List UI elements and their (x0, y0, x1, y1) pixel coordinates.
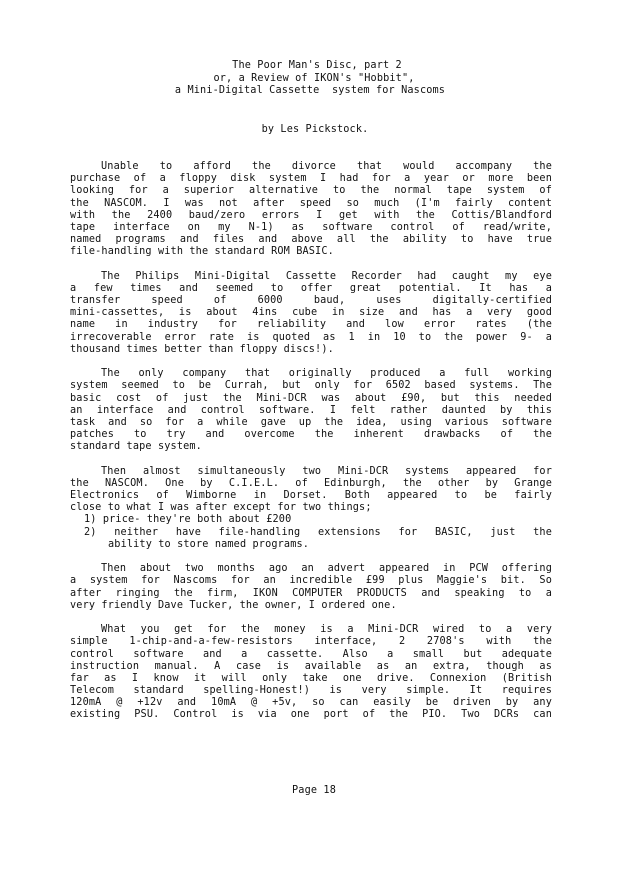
text-line: Electronics of Wimborne in Dorset. Both appeared to be fairly (70, 490, 552, 502)
paragraph-6 (70, 624, 552, 722)
text-line: The only company that originally produced a full working (101, 368, 552, 380)
title-line-3: a Mini-Digital Cassette system for Nascoms (174, 85, 446, 96)
page-number: Page 18 (292, 785, 336, 796)
text-line: simple 1-chip-and-a-few-resistors interface, 2 2708's with the (70, 636, 552, 648)
text-line: the NASCOM. I was not after speed so much (I'm fairly content (70, 197, 552, 209)
text-line: with the 2400 baud/zero errors I get with the Cottis/Blandford (70, 209, 552, 221)
list-item: 2) neither have file-handling extensions for BASIC, just the (84, 526, 552, 538)
article-body (70, 161, 552, 734)
text-line: after ringing the firm, IKON COMPUTER PRODUCTS and speaking to a (70, 587, 552, 599)
title-line-1: The Poor Man's Disc, part 2 (232, 60, 402, 71)
text-line: What you get for the money is a Mini-DCR wired to a very (101, 624, 552, 636)
text-line: instruction manual. A case is available as an extra, though as (70, 660, 552, 672)
text-line: irrecoverable error rate is quoted as 1 in 10 to the power 9- a (70, 331, 552, 343)
text-line: Then about two months ago an advert appeared in PCW offering (101, 563, 552, 575)
text-line: a system for Nascoms for an incredible £99 plus Maggie's bit. So (70, 575, 552, 587)
paragraph-1 (70, 161, 552, 259)
text-line: standard tape system. (70, 441, 202, 453)
text-line: very friendly Dave Tucker, the owner, I ordered one. (70, 599, 397, 611)
article-title (0, 60, 620, 98)
paragraph-3 (70, 368, 552, 453)
paragraph-4 (70, 466, 552, 551)
list-item: 1) price- they're both about £200 (84, 514, 292, 526)
text-line: system seemed to be Currah, but only for 6502 based systems. The (70, 380, 552, 392)
text-line: transfer speed of 6000 baud, uses digitally-certified (70, 295, 552, 307)
text-line: basic cost of just the Mini-DCR was about £90, but this needed (70, 392, 552, 404)
text-line: 120mA @ +12v and 10mA @ +5v, so can easily be driven by any (70, 697, 552, 709)
text-line: a few times and seemed to offer great potential. It has a (70, 282, 552, 294)
paragraph-5 (70, 563, 552, 612)
text-line: close to what I was after except for two things; (70, 502, 372, 514)
text-line: tape interface on my N-1) as software control of read/write, (70, 221, 552, 233)
text-line: named programs and files and above all the ability to have true (70, 234, 552, 246)
list-item-continuation: ability to store named programs. (108, 538, 310, 550)
text-line: mini-cassettes, is about 4ins cube in size and has a very good (70, 307, 552, 319)
paragraph-2 (70, 271, 552, 356)
text-line: the NASCOM. One by C.I.E.L. of Edinburgh, the other by Grange (70, 477, 552, 489)
author-byline: by Les Pickstock. (261, 124, 369, 135)
text-line: The Philips Mini-Digital Cassette Recorder had caught my eye (101, 270, 552, 282)
text-line: far as I know it will only take one drive. Connexion (British (70, 672, 552, 684)
text-line: Then almost simultaneously two Mini-DCR systems appeared for (101, 465, 552, 477)
text-line: looking for a superior alternative to the normal tape system of (70, 185, 552, 197)
text-line: an interface and control software. I felt rather daunted by this (70, 404, 552, 416)
text-line: control software and a cassette. Also a small but adequate (70, 648, 552, 660)
text-line: thousand times better than floppy discs!). (70, 343, 334, 355)
text-line: patches to try and overcome the inherent drawbacks of the (70, 429, 552, 441)
text-line: existing PSU. Control is via one port of the PIO. Two DCRs can (70, 709, 552, 721)
text-line: name in industry for reliability and low error rates (the (70, 319, 552, 331)
text-line: task and so for a while gave up the idea, using various software (70, 416, 552, 428)
text-line: purchase of a floppy disk system I had for a year or more been (70, 173, 552, 185)
text-line: file-handling with the standard ROM BASIC. (70, 246, 334, 258)
text-line: Telecom standard spelling-Honest!) is very simple. It requires (70, 685, 552, 697)
text-line: Unable to afford the divorce that would accompany the (101, 161, 552, 172)
title-line-2: or, a Review of IKON's "Hobbit", (213, 72, 415, 84)
